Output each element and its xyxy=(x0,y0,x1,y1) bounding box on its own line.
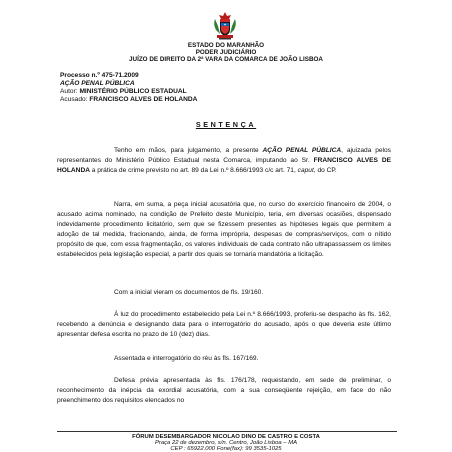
p1-text-g: , do CP. xyxy=(313,166,337,174)
case-number-label: Processo n.º xyxy=(60,72,100,79)
p3-text: Com a inicial vieram os documentos de fls. 19/160. xyxy=(114,289,264,296)
paragraph-4 xyxy=(57,310,391,340)
paragraph-1 xyxy=(57,146,391,176)
p1-caput: caput xyxy=(297,166,314,174)
header-court: JUÍZO DE DIREITO DA 2ª VARA DA COMARCA DE JOÃO LISBOA xyxy=(129,56,323,63)
paragraph-6 xyxy=(57,376,391,406)
action-type xyxy=(60,80,135,88)
p1-action-name: AÇÃO PENAL PÚBLICA xyxy=(262,147,342,154)
action-type-value: AÇÃO PENAL PÚBLICA xyxy=(60,80,135,87)
plaintiff-label: Autor: xyxy=(60,88,78,95)
p6-text: Defesa prévia apresentada às fls. 176/178, requestando, em sede de preliminar, o reconhecimento da inépcia da exordial acusatória, com a sua conseqüente rejeição, em face do não preenchimento dos requisitos elencados no xyxy=(57,377,391,404)
plaintiff xyxy=(60,88,187,96)
footer-address: Praça 22 de dezembro, s/n. Centro, João Lisboa – MA xyxy=(154,440,298,446)
p5-text: Assentada e interrogatório do réu às fls. 167/169. xyxy=(114,355,259,362)
case-number xyxy=(60,72,139,80)
footer-divider xyxy=(57,431,397,432)
p1-defendant-name: FRANCISCO ALVES DE HOLANDA xyxy=(57,156,391,174)
plaintiff-value: MINISTÉRIO PÚBLICO ESTADUAL xyxy=(79,88,187,95)
p4-text: À luz do procedimento estabelecido pela Lei n.º 8.666/1993, proferiu-se despacho às fls. 162, recebendo a denúncia e designando data para o interrogatório do acusado, após o que deveria este último apresentar defesa escrita no prazo de 10 (dez) dias. xyxy=(57,311,391,338)
defendant xyxy=(60,96,197,104)
p2-text: Narra, em suma, a peça inicial acusatória que, no curso do exercício financeiro de 2004, o acusado acima nominado, na condição de Prefeito deste Município, teria, em diversas ocasiões, dispensado indevidamente procedimento licitatório, sem que se fizessem presentes as hipóteses legais que permitem a adoção de tal medida, fracionando, ainda, de forma imprópria, despesas de compras/serviços, com o nítido propósito de que, com essa fragmentação, os valores individuais de cada contrato não ultrapassassem os limites estabelecidos pela legislação especial, a partir dos quais se tornaria mandatória a licitação. xyxy=(57,201,391,258)
header-state: ESTADO DO MARANHÃO xyxy=(187,42,265,49)
p1-text-a: Tenho em mãos, para julgamento, a presente xyxy=(114,147,263,154)
paragraph-3 xyxy=(57,288,391,298)
p1-text-e: a prática de crime previsto no art. 89 da Lei n.º 8.666/1993 c/c art. 71, xyxy=(89,166,298,174)
paragraph-2 xyxy=(57,200,391,259)
paragraph-5 xyxy=(57,354,391,364)
footer-forum: FÓRUM DESEMBARGADOR NICOLAO DINO DE CASTRO E COSTA xyxy=(132,434,320,440)
footer-contact: CEP : 65922.000 Fone(fax): 99 3535-1025 xyxy=(170,446,282,452)
p1-text-c: , ajuizada pelos representantes do Ministério Público Estadual nesta Comarca, imputando ao Sr. xyxy=(57,147,391,164)
defendant-label: Acusado: xyxy=(60,96,88,103)
coat-of-arms-icon xyxy=(212,10,238,40)
case-number-value: 475-71.2009 xyxy=(101,72,139,79)
header-judiciary: PODER JUDICIÁRIO xyxy=(195,49,257,56)
document-title: SENTENÇA xyxy=(195,120,257,129)
defendant-value: FRANCISCO ALVES DE HOLANDA xyxy=(89,96,198,103)
